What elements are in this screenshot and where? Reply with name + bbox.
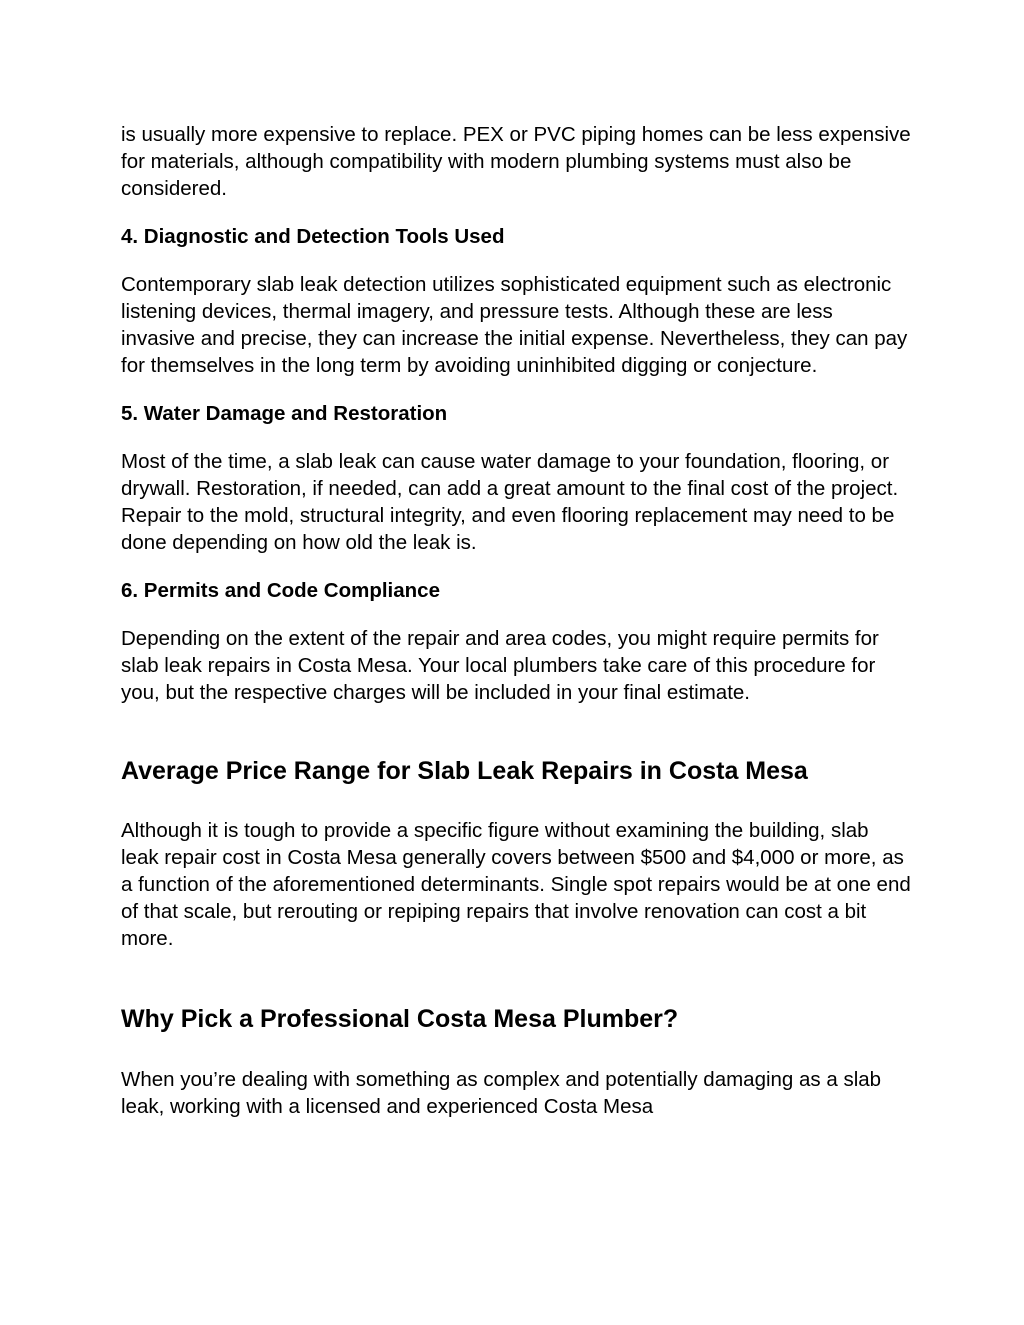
paragraph-water-damage: Most of the time, a slab leak can cause water damage to your foundation, flooring, or drywall. Restoration, if needed, can add a great amount to the final cost of the project. Repair to the mold, structural integrity, and even flooring replacement may need to be done depending on how old the leak is. [121,450,899,554]
heading-water-damage: 5. Water Damage and Restoration [121,402,448,425]
heading-diagnostic-tools: 4. Diagnostic and Detection Tools Used [121,225,505,248]
paragraph-permits: Depending on the extent of the repair and area codes, you might require permits for slab leak repairs in Costa Mesa. Your local plumbers take care of this procedure for you, but the respective charges will be included in your final estimate. [121,627,879,704]
heading-permits: 6. Permits and Code Compliance [121,579,440,602]
paragraph-plumber: When you’re dealing with something as complex and potentially damaging as a slab leak, working with a licensed and experienced Costa Mesa [121,1068,882,1118]
document-page [121,121,911,1120]
intro-paragraph: is usually more expensive to replace. PEX or PVC piping homes can be less expensive for materials, although compatibility with modern plumbing systems must also be considered. [121,123,911,200]
paragraph-price-range: Although it is tough to provide a specific figure without examining the building, slab leak repair cost in Costa Mesa generally covers between $500 and $4,000 or more, as a function of the aforementioned determinants. Single spot repairs would be at one end of that scale, but rerouting or repiping repairs that involve renovation can cost a bit more. [121,819,911,950]
section-heading-plumber: Why Pick a Professional Costa Mesa Plumber? [121,1005,679,1033]
section-heading-price-range: Average Price Range for Slab Leak Repairs in Costa Mesa [121,757,808,785]
paragraph-diagnostic-tools: Contemporary slab leak detection utilizes sophisticated equipment such as electronic listening devices, thermal imagery, and pressure tests. Although these are less invasive and precise, they can increase the initial expense. Nevertheless, they can pay for themselves in the long term by avoiding uninhibited digging or conjecture. [121,273,908,377]
